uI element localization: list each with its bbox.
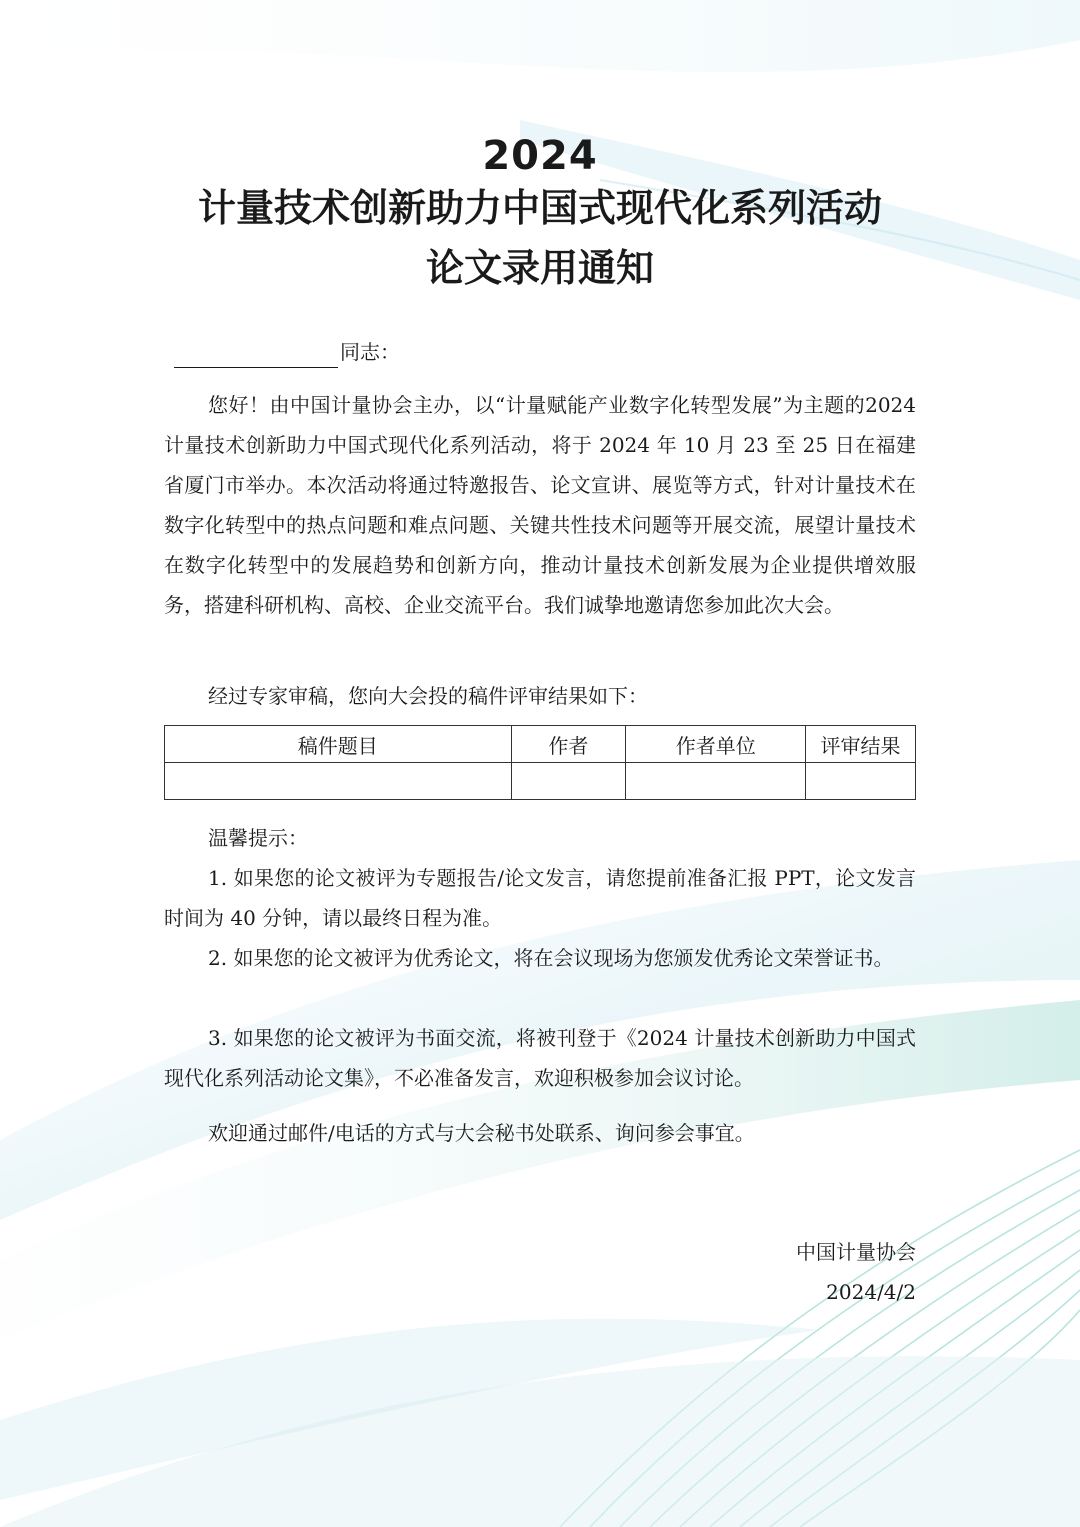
intro-paragraph: 您好！由中国计量协会主办，以“计量赋能产业数字化转型发展”为主题的2024 计量技术创新助力中国式现代化系列活动，将于 2024 年 10 月 23 至 25 日在福建省厦门市举办。本次活动将通过特邀报告、论文宣讲、展览等方式，针对计量技术在数字化转型中的热点问题和难点问题、关键共性技术问题等开展交流，展望计量技术在数字化转型中的发展趋势和创新方向，推动计量技术创新发展为企业提供增效服务，搭建科研机构、高校、企业交流平台。我们诚挚地邀请您参加此次大会。 xyxy=(164,393,916,617)
title-main: 计量技术创新助力中国式现代化系列活动 xyxy=(197,186,882,230)
signature-org: 中国计量协会 xyxy=(796,1240,916,1264)
review-paragraph: 经过专家审稿，您向大会投的稿件评审结果如下： xyxy=(208,684,648,708)
title-year: 2024 xyxy=(482,133,598,179)
table-row xyxy=(165,763,916,800)
title-sub: 论文录用通知 xyxy=(425,246,654,290)
tip-item-2: 2. 如果您的论文被评为优秀论文，将在会议现场为您颁发优秀论文荣誉证书。 xyxy=(208,946,894,970)
salutation xyxy=(174,336,400,368)
header-author: 作者 xyxy=(511,726,626,763)
signature-date: 2024/4/2 xyxy=(826,1280,916,1304)
tips-heading: 温馨提示： xyxy=(208,826,308,850)
cell-author xyxy=(511,763,626,800)
tip-item-3: 3. 如果您的论文被评为书面交流，将被刊登于《2024 计量技术创新助力中国式现代化系列活动论文集》，不必准备发言，欢迎积极参加会议讨论。 xyxy=(164,1026,916,1090)
header-review-result: 评审结果 xyxy=(806,726,916,763)
tip-item-1: 1. 如果您的论文被评为专题报告/论文发言，请您提前准备汇报 PPT，论文发言时间为 40 分钟，请以最终日程为准。 xyxy=(164,866,916,930)
review-results-table xyxy=(164,725,916,800)
header-paper-title: 稿件题目 xyxy=(165,726,512,763)
name-blank-line xyxy=(174,341,338,368)
cell-affiliation xyxy=(626,763,806,800)
table-header-row xyxy=(165,726,916,763)
cell-review-result xyxy=(806,763,916,800)
salutation-text: 同志： xyxy=(340,340,400,364)
closing-paragraph: 欢迎通过邮件/电话的方式与大会秘书处联系、询问参会事宜。 xyxy=(208,1121,755,1145)
cell-paper-title xyxy=(165,763,512,800)
header-affiliation: 作者单位 xyxy=(626,726,806,763)
